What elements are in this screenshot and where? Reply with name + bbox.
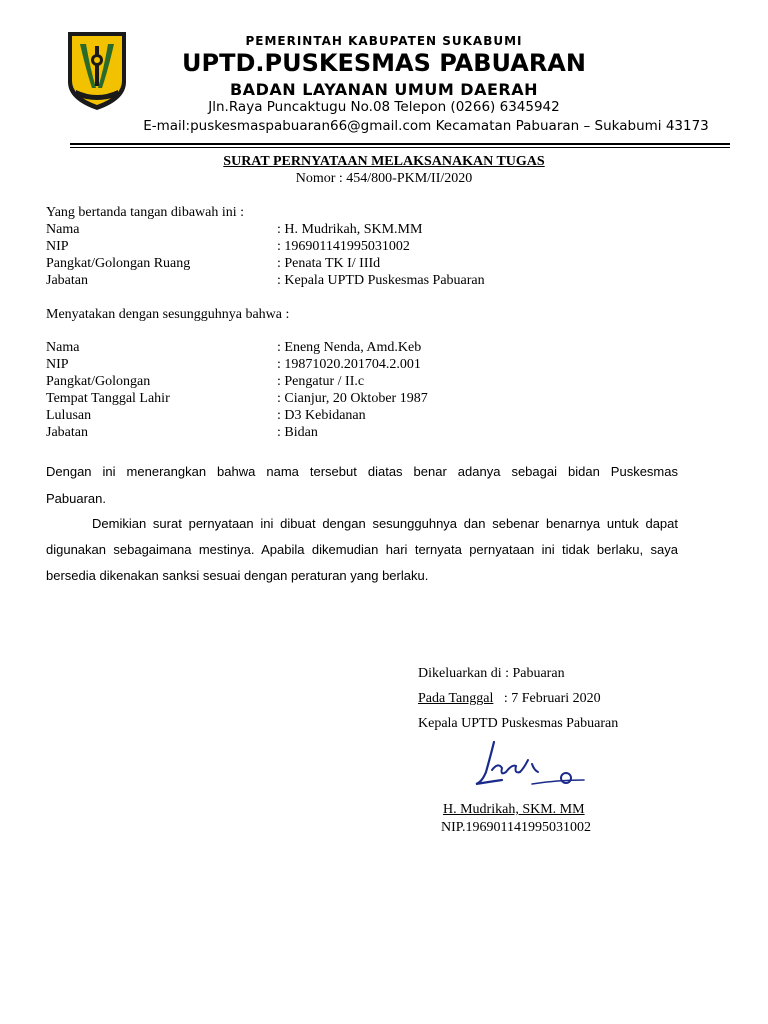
- paragraph1-line1: Dengan ini menerangkan bahwa nama tersebut diatas benar adanya sebagai bidan Puskesmas: [46, 464, 678, 479]
- handwritten-signature: [472, 740, 592, 790]
- subject-value: : Cianjur, 20 Oktober 1987: [277, 391, 428, 406]
- subject-value: : 19871020.201704.2.001: [277, 357, 421, 372]
- signer-label: Nama: [46, 222, 80, 237]
- signer-value: : H. Mudrikah, SKM.MM: [277, 222, 423, 237]
- issue-date: [418, 690, 601, 707]
- date-label: Pada Tanggal: [418, 691, 494, 706]
- letterhead-government: PEMERINTAH KABUPATEN SUKABUMI: [245, 34, 523, 48]
- letterhead-divider-thick: [70, 143, 730, 145]
- date-value: : 7 Februari 2020: [493, 691, 601, 706]
- signer-name: H. Mudrikah, SKM. MM: [443, 802, 585, 817]
- subject-label: NIP: [46, 357, 69, 372]
- signer-value: : 196901141995031002: [277, 239, 410, 254]
- letterhead-address: Jln.Raya Puncaktugu No.08 Telepon (0266) 6345942: [208, 99, 560, 115]
- signer-label: Pangkat/Golongan Ruang: [46, 256, 191, 271]
- document-title: SURAT PERNYATAAN MELAKSANAKAN TUGAS: [223, 154, 545, 169]
- letterhead-institution: UPTD.PUSKESMAS PABUARAN: [182, 49, 586, 77]
- document-number: Nomor : 454/800-PKM/II/2020: [295, 171, 473, 186]
- subject-label: Nama: [46, 340, 80, 355]
- signer-value: : Penata TK I/ IIId: [277, 256, 381, 271]
- subject-value: : Pengatur / II.c: [277, 374, 365, 389]
- letterhead-divider-thin: [70, 147, 730, 148]
- subject-value: : D3 Kebidanan: [277, 408, 366, 423]
- paragraph2-line2: digunakan sebagaimana mestinya. Apabila dikemudian hari ternyata pernyataan ini tidak berlaku, saya: [46, 542, 678, 557]
- subject-value: : Eneng Nenda, Amd.Keb: [277, 340, 422, 355]
- signer-value: : Kepala UPTD Puskesmas Pabuaran: [277, 273, 485, 288]
- subject-label: Jabatan: [46, 425, 88, 440]
- subject-value: : Bidan: [277, 425, 318, 440]
- paragraph2-line3: bersedia dikenakan sanksi sesuai dengan peraturan yang berlaku.: [46, 568, 429, 583]
- statement-text: Menyatakan dengan sesungguhnya bahwa :: [46, 307, 290, 322]
- subject-label: Pangkat/Golongan: [46, 374, 151, 389]
- issued-at: Dikeluarkan di : Pabuaran: [418, 666, 565, 681]
- intro-text: Yang bertanda tangan dibawah ini :: [46, 205, 245, 220]
- signer-label: Jabatan: [46, 273, 88, 288]
- signer-label: NIP: [46, 239, 69, 254]
- subject-label: Tempat Tanggal Lahir: [46, 391, 170, 406]
- letterhead-subtitle: BADAN LAYANAN UMUM DAERAH: [229, 80, 538, 99]
- signer-position: Kepala UPTD Puskesmas Pabuaran: [418, 716, 619, 731]
- paragraph2-line1: Demikian surat pernyataan ini dibuat dengan sesungguhnya dan sebenar benarnya untuk dapat: [92, 516, 678, 531]
- subject-label: Lulusan: [46, 408, 92, 423]
- paragraph1-line2: Pabuaran.: [46, 491, 106, 506]
- letterhead-email: E-mail:puskesmaspabuaran66@gmail.com Kecamatan Pabuaran – Sukabumi 43173: [143, 118, 709, 134]
- signer-nip: NIP.196901141995031002: [441, 820, 591, 835]
